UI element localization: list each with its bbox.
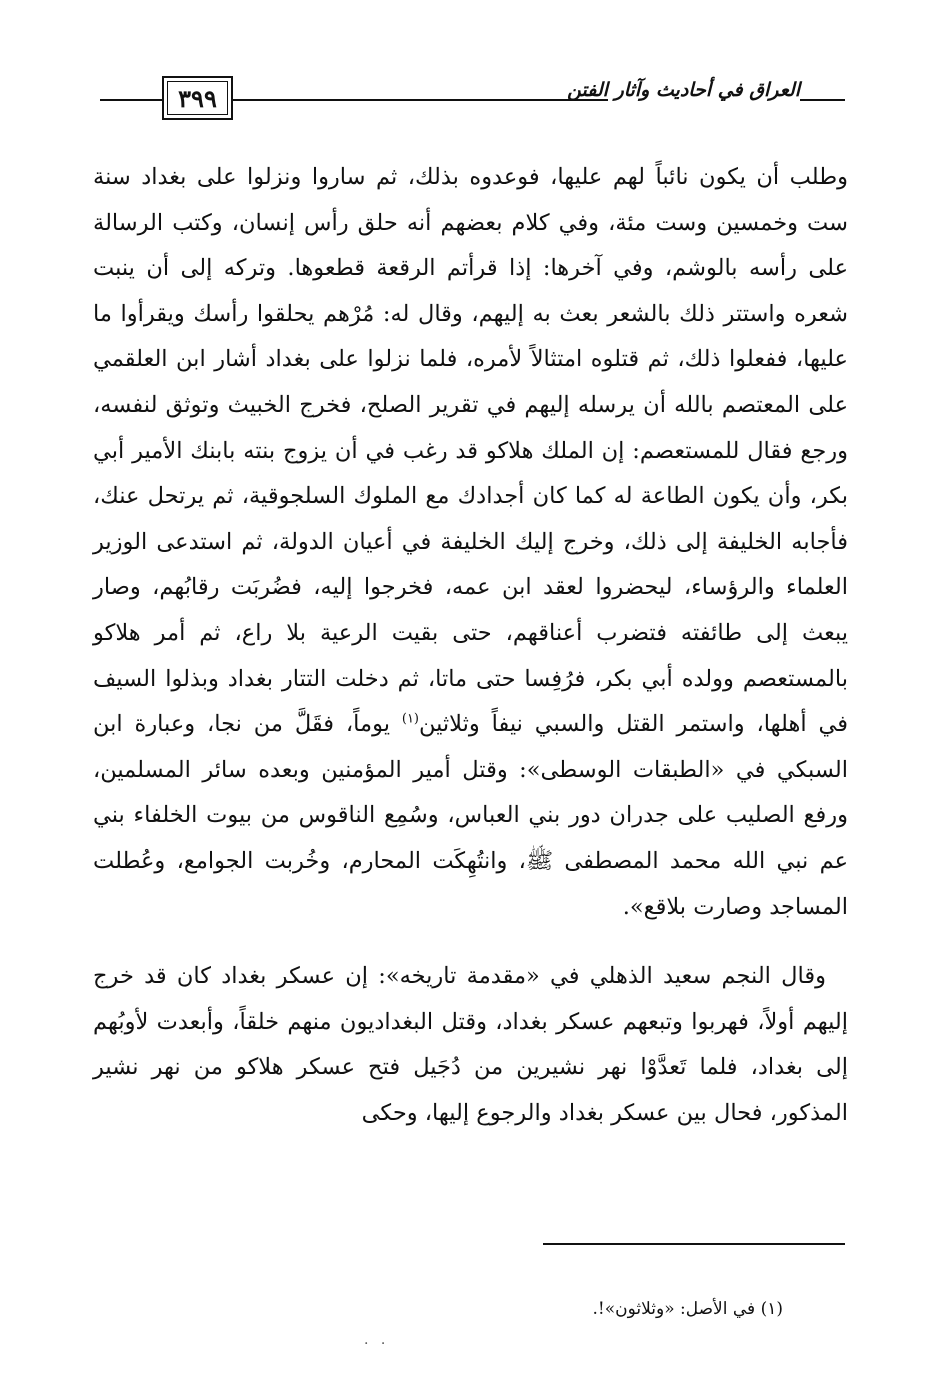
header-rule-left	[100, 99, 162, 101]
header-rule-right	[800, 99, 845, 101]
paragraph-1	[93, 155, 848, 930]
paragraph-1-main: وطلب أن يكون نائباً لهم عليها، فوعدوه بذلك، ثم ساروا ونزلوا على بغداد سنة ست وخمسين وست مئة، وفي كلام بعضهم أنه حلق رأس إنسان، وكتب الرسالة على رأسه بالوشم، وفي آخرها: إذا قرأتم الرقعة قطعوها. وتركه إلى أن ينبت شعره واستتر ذلك بالشعر بعث به إليهم، وقال له: مُرْهم يحلقوا رأسك ويقرأوا ما عليها، ففعلوا ذلك، ثم قتلوه امتثالاً لأمره، فلما نزلوا على بغداد أشار ابن العلقمي على المعتصم بالله أن يرسله إليهم في تقرير الصلح، فخرج الخبيث وتوثق لنفسه، ورجع فقال للمستعصم: إن الملك هلاكو قد رغب في أن يزوج بنته بابنك الأمير أبي بكر، وأن يكون الطاعة له كما كان أجدادك مع الملوك السلجوقية، ثم يرتحل عنك، فأجابه الخليفة إلى ذلك، وخرج إليك الخليفة في أعيان الدولة، ثم استدعى الوزير العلماء والرؤساء، ليحضروا لعقد ابن عمه، فخرجوا إليه، فضُربَت رقابُهم، وصار يبعث إلى طائفته فتضرب أعناقهم، حتى بقيت الرعية بلا راع، ثم أمر هلاكو بالمستعصم وولده أبي بكر، فرُفِسا حتى ماتا، ثم دخلت التتار بغداد وبذلوا السيف في أهلها، واستمر القتل والسبي نيفاً وثلاثين	[93, 164, 848, 738]
footnote-reference: (١)	[401, 711, 419, 727]
bottom-dots: · ·	[364, 1336, 390, 1352]
page-number-box	[162, 76, 233, 120]
main-text	[93, 155, 848, 1136]
book-title: العراق في أحاديث وآثار الفتن	[567, 79, 800, 101]
paragraph-1-rest: يوماً، فقَلَّ من نجا، وعبارة ابن السبكي في «الطبقات الوسطى»: وقتل أمير المؤمنين وبعده سائر المسلمين، ورفع الصليب على جدران دور بني العباس، وسُمِع الناقوس من بيوت الخلفاء بني عم نبي الله محمد المصطفى ﷺ، وانتُهِكَت المحارم، وخُربت الجوامع، وعُطلت المساجد وصارت بلاقع».	[93, 711, 848, 920]
paragraph-2: وقال النجم سعيد الذهلي في «مقدمة تاريخه»: إن عسكر بغداد كان قد خرج إليهم أولاً، فهربوا وتبعهم عسكر بغداد، وقتل البغداديون منهم خلقاً، وأبعدت لأوبُهم إلى بغداد، فلما تَعدَّوْا نهر نشيرين من دُجَيل فتح عسكر هلاكو من نهر نشير المذكور، فحال بين عسكر بغداد والرجوع إليها، وحكى	[93, 963, 848, 1126]
header-rule-middle	[233, 99, 608, 101]
page-number: ٣٩٩	[178, 83, 217, 113]
page-header	[100, 62, 845, 124]
footnote-text: (١) في الأصل: «وثلاثون»!.	[592, 1299, 783, 1319]
footnote-separator	[543, 1243, 845, 1245]
